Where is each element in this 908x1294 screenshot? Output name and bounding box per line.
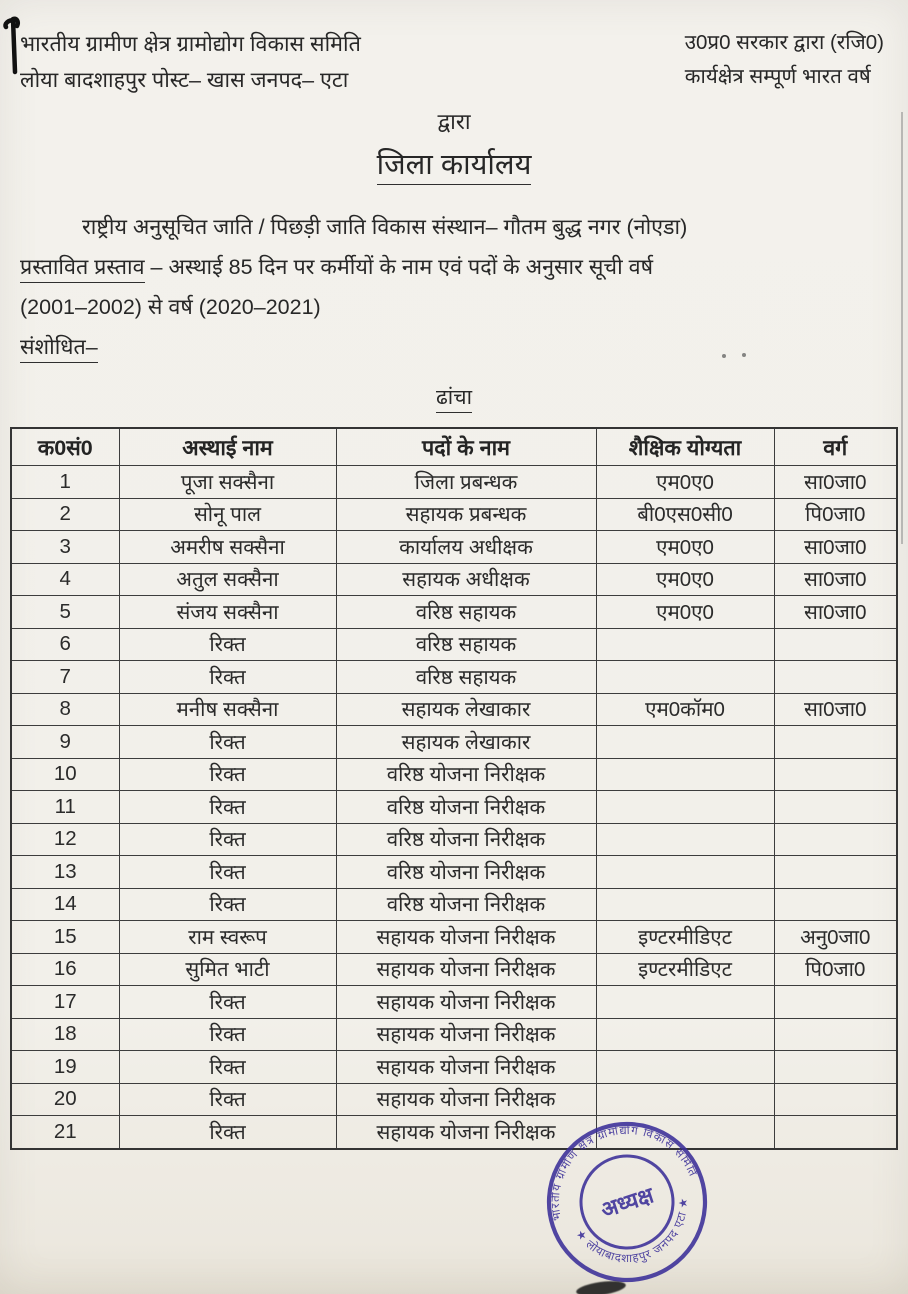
name-cell: रिक्त (119, 1083, 336, 1116)
table-row (11, 531, 897, 564)
category-cell: सा0जा0 (774, 466, 897, 499)
table-row (11, 986, 897, 1019)
scan-dot (742, 353, 746, 357)
category-cell (774, 661, 897, 694)
post-cell: सहायक योजना निरीक्षक (336, 921, 596, 954)
table-row (11, 823, 897, 856)
table-row (11, 888, 897, 921)
category-cell: पि0जा0 (774, 498, 897, 531)
serial-cell: 3 (11, 531, 119, 564)
post-cell: वरिष्ठ योजना निरीक्षक (336, 888, 596, 921)
category-cell: अनु0जा0 (774, 921, 897, 954)
category-cell: सा0जा0 (774, 596, 897, 629)
name-cell: रिक्त (119, 1051, 336, 1084)
serial-cell: 6 (11, 628, 119, 661)
category-cell (774, 856, 897, 889)
serial-cell: 20 (11, 1083, 119, 1116)
category-cell (774, 628, 897, 661)
via-label: द्वारा (437, 109, 471, 134)
name-cell: रिक्त (119, 791, 336, 824)
category-cell (774, 823, 897, 856)
table-row (11, 1116, 897, 1149)
name-cell: सोनू पाल (119, 498, 336, 531)
category-cell (774, 791, 897, 824)
category-cell: सा0जा0 (774, 693, 897, 726)
post-cell: वरिष्ठ सहायक (336, 661, 596, 694)
chairman-round-stamp (541, 1116, 713, 1288)
serial-cell: 7 (11, 661, 119, 694)
post-cell: सहायक लेखाकार (336, 693, 596, 726)
intro-paragraph (0, 207, 908, 367)
serial-cell: 12 (11, 823, 119, 856)
name-cell: रिक्त (119, 758, 336, 791)
structure-heading (0, 383, 908, 411)
name-cell: रिक्त (119, 1018, 336, 1051)
name-cell: मनीष सक्सैना (119, 693, 336, 726)
table-row (11, 596, 897, 629)
table-row (11, 758, 897, 791)
serial-cell: 17 (11, 986, 119, 1019)
intro-line-years: (2001–2002) से वर्ष (2020–2021) (20, 295, 321, 319)
category-cell: पि0जा0 (774, 953, 897, 986)
scan-artifact-mark (0, 14, 30, 114)
name-cell: संजय सक्सैना (119, 596, 336, 629)
table-row (11, 498, 897, 531)
qualification-cell: एम0ए0 (596, 466, 774, 499)
qualification-cell (596, 823, 774, 856)
column-header: क0सं0 (11, 428, 119, 466)
qualification-cell (596, 726, 774, 759)
post-cell: सहायक योजना निरीक्षक (336, 1018, 596, 1051)
page-title (0, 144, 908, 183)
page-title-text: जिला कार्यालय (377, 149, 532, 185)
category-cell (774, 986, 897, 1019)
category-cell (774, 1083, 897, 1116)
qualification-cell: एम0ए0 (596, 531, 774, 564)
post-cell: वरिष्ठ योजना निरीक्षक (336, 856, 596, 889)
column-header: अस्थाई नाम (119, 428, 336, 466)
serial-cell: 16 (11, 953, 119, 986)
proposal-rest: – अस्थाई 85 दिन पर कर्मीयों के नाम एवं पदों के अनुसार सूची वर्ष (150, 255, 653, 279)
serial-cell: 11 (11, 791, 119, 824)
post-cell: जिला प्रबन्धक (336, 466, 596, 499)
post-cell: वरिष्ठ योजना निरीक्षक (336, 791, 596, 824)
intro-line-proposal (20, 247, 890, 287)
serial-cell: 10 (11, 758, 119, 791)
work-area-line: कार्यक्षेत्र सम्पूर्ण भारत वर्ष (684, 65, 871, 88)
letterhead (0, 0, 908, 98)
table-row (11, 693, 897, 726)
qualification-cell (596, 986, 774, 1019)
qualification-cell (596, 1083, 774, 1116)
category-cell: सा0जा0 (774, 563, 897, 596)
table-row (11, 661, 897, 694)
name-cell: रिक्त (119, 726, 336, 759)
serial-cell: 15 (11, 921, 119, 954)
serial-cell: 14 (11, 888, 119, 921)
qualification-cell (596, 856, 774, 889)
category-cell (774, 1116, 897, 1149)
post-cell: सहायक अधीक्षक (336, 563, 596, 596)
qualification-cell (596, 1018, 774, 1051)
post-cell: सहायक योजना निरीक्षक (336, 1051, 596, 1084)
name-cell: रिक्त (119, 888, 336, 921)
column-header: शैक्षिक योग्यता (596, 428, 774, 466)
amended-label: संशोधित– (20, 335, 98, 363)
post-cell: वरिष्ठ सहायक (336, 596, 596, 629)
qualification-cell (596, 628, 774, 661)
column-header: पदों के नाम (336, 428, 596, 466)
name-cell: अतुल सक्सैना (119, 563, 336, 596)
proposal-label: प्रस्तावित प्रस्ताव (20, 255, 145, 283)
name-cell: रिक्त (119, 661, 336, 694)
table-row (11, 1051, 897, 1084)
qualification-cell: एम0ए0 (596, 596, 774, 629)
post-cell: सहायक लेखाकार (336, 726, 596, 759)
table-row (11, 466, 897, 499)
letterhead-left (20, 26, 361, 98)
stamp-ring-top-text: भारतीय ग्रामीण क्षेत्र ग्रामोद्योग विकास समिति (549, 1124, 699, 1222)
stamp-ring-bottom-text: ★ लोयाबादशाहपुर जनपद एटा ★ (573, 1196, 691, 1266)
qualification-cell: इण्टरमीडिएट (596, 921, 774, 954)
stamp-center-text: अध्यक्ष (597, 1182, 657, 1223)
table-row (11, 791, 897, 824)
staff-table (10, 427, 898, 1150)
name-cell: रिक्त (119, 856, 336, 889)
serial-cell: 9 (11, 726, 119, 759)
serial-cell: 1 (11, 466, 119, 499)
table-row (11, 726, 897, 759)
qualification-cell: इण्टरमीडिएट (596, 953, 774, 986)
table-row (11, 1018, 897, 1051)
post-cell: सहायक योजना निरीक्षक (336, 1116, 596, 1149)
org-name: भारतीय ग्रामीण क्षेत्र ग्रामोद्योग विकास समिति (20, 32, 361, 56)
table-row (11, 1083, 897, 1116)
qualification-cell (596, 758, 774, 791)
qualification-cell (596, 888, 774, 921)
post-cell: वरिष्ठ योजना निरीक्षक (336, 758, 596, 791)
post-cell: सहायक योजना निरीक्षक (336, 986, 596, 1019)
serial-cell: 4 (11, 563, 119, 596)
category-cell: सा0जा0 (774, 531, 897, 564)
serial-cell: 18 (11, 1018, 119, 1051)
category-cell (774, 1051, 897, 1084)
structure-heading-text: ढांचा (436, 386, 472, 413)
category-cell (774, 888, 897, 921)
post-cell: वरिष्ठ योजना निरीक्षक (336, 823, 596, 856)
table-header-row (11, 428, 897, 466)
qualification-cell: बी0एस0सी0 (596, 498, 774, 531)
post-cell: सहायक योजना निरीक्षक (336, 953, 596, 986)
intro-line-institute: राष्ट्रीय अनुसूचित जाति / पिछड़ी जाति विकास संस्थान– गौतम बुद्ध नगर (नोएडा) (82, 215, 688, 239)
name-cell: सुमित भाटी (119, 953, 336, 986)
category-cell (774, 1018, 897, 1051)
post-cell: कार्यालय अधीक्षक (336, 531, 596, 564)
qualification-cell: एम0ए0 (596, 563, 774, 596)
name-cell: अमरीष सक्सैना (119, 531, 336, 564)
name-cell: रिक्त (119, 986, 336, 1019)
table-row (11, 921, 897, 954)
name-cell: रिक्त (119, 628, 336, 661)
name-cell: रिक्त (119, 823, 336, 856)
serial-cell: 2 (11, 498, 119, 531)
serial-cell: 13 (11, 856, 119, 889)
registration-line: उ0प्र0 सरकार द्वारा (रजि0) (684, 31, 884, 54)
qualification-cell (596, 661, 774, 694)
post-cell: सहायक प्रबन्धक (336, 498, 596, 531)
category-cell (774, 726, 897, 759)
qualification-cell (596, 791, 774, 824)
scan-dot (722, 354, 726, 358)
name-cell: राम स्वरूप (119, 921, 336, 954)
table-row (11, 628, 897, 661)
intro-line-amended (20, 327, 890, 367)
name-cell: पूजा सक्सैना (119, 466, 336, 499)
org-address: लोया बादशाहपुर पोस्ट– खास जनपद– एटा (20, 68, 349, 92)
serial-cell: 5 (11, 596, 119, 629)
table-row (11, 563, 897, 596)
post-cell: सहायक योजना निरीक्षक (336, 1083, 596, 1116)
column-header: वर्ग (774, 428, 897, 466)
post-cell: वरिष्ठ सहायक (336, 628, 596, 661)
category-cell (774, 758, 897, 791)
page-edge-artifact (901, 112, 903, 544)
letterhead-right (685, 26, 884, 98)
qualification-cell (596, 1051, 774, 1084)
serial-cell: 8 (11, 693, 119, 726)
table-row (11, 953, 897, 986)
serial-cell: 19 (11, 1051, 119, 1084)
qualification-cell: एम0कॉम0 (596, 693, 774, 726)
name-cell: रिक्त (119, 1116, 336, 1149)
serial-cell: 21 (11, 1116, 119, 1149)
table-row (11, 856, 897, 889)
